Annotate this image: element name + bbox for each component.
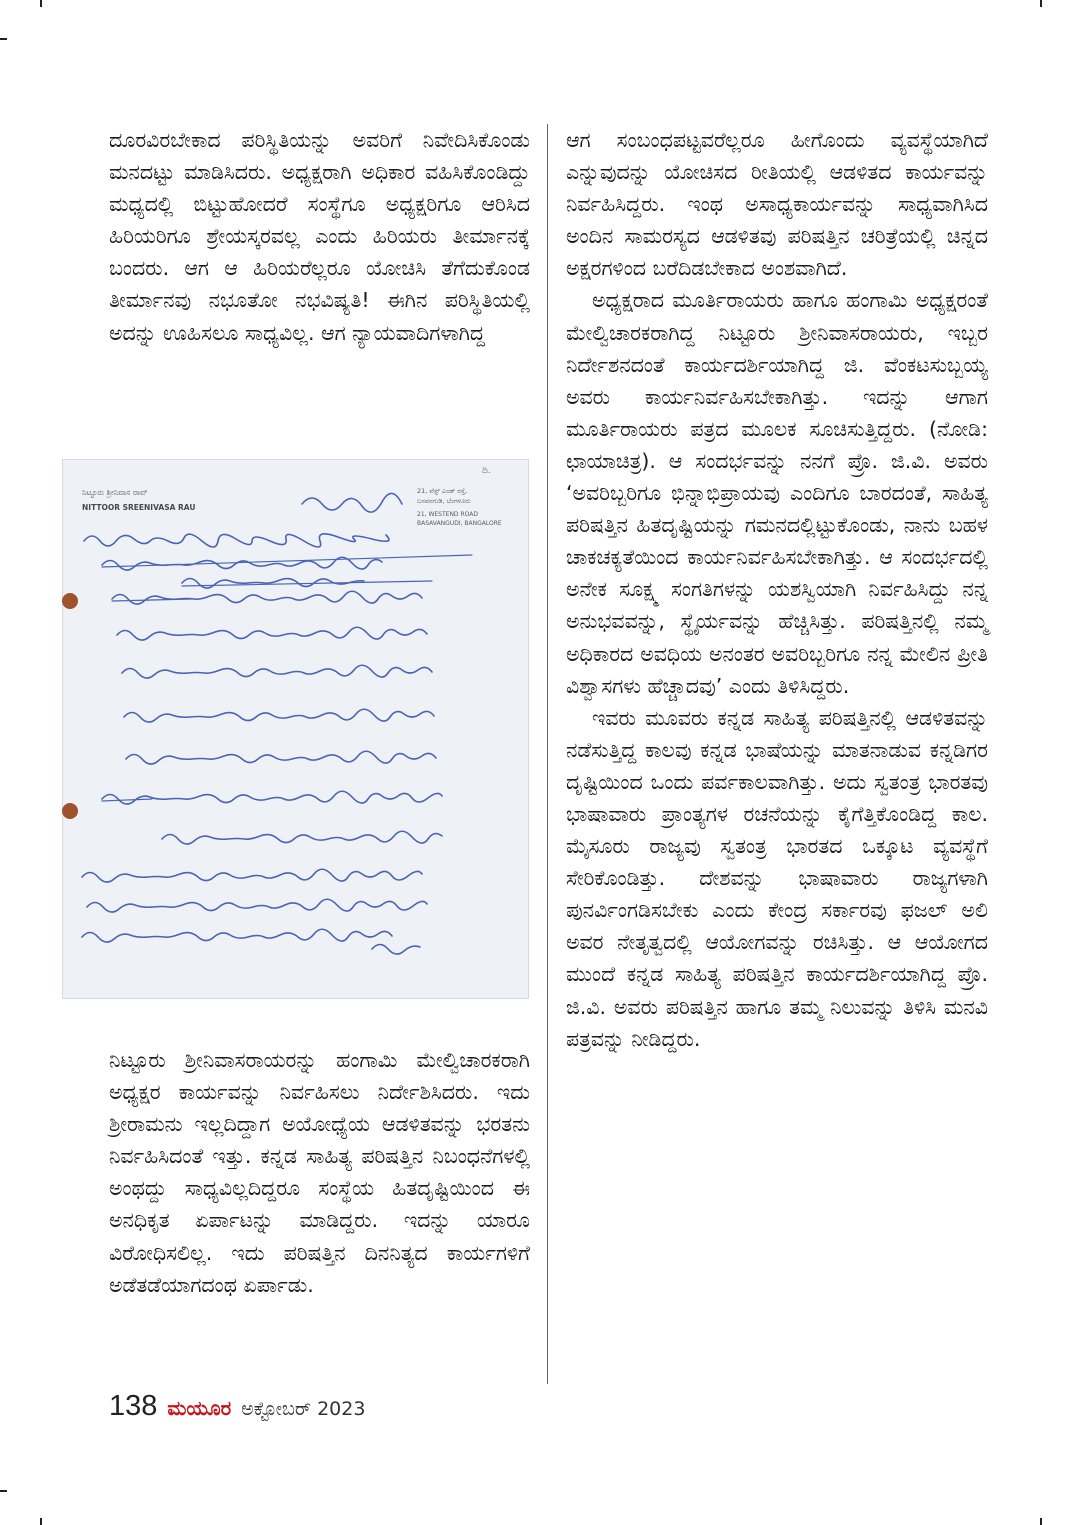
article-column-left-bottom xyxy=(109,1044,530,1301)
paragraph: ಇವರು ಮೂವರು ಕನ್ನಡ ಸಾಹಿತ್ಯ ಪರಿಷತ್ತಿನಲ್ಲಿ ಆಡಳಿತವನ್ನು ನಡೆಸುತ್ತಿದ್ದ ಕಾಲವು ಕನ್ನಡ ಭಾಷೆಯನ್ನು ಮಾತನಾಡುವ ಕನ್ನಡಿಗರ ದೃಷ್ಟಿಯಿಂದ ಒಂದು ಪರ್ವಕಾಲವಾಗಿತ್ತು. ಅದು ಸ್ವತಂತ್ರ ಭಾರತವು ಭಾಷಾವಾರು ಪ್ರಾಂತ್ಯಗಳ ರಚನೆಯನ್ನು ಕೈಗೆತ್ತಿಕೊಂಡಿದ್ದ ಕಾಲ. ಮೈಸೂರು ರಾಜ್ಯವು ಸ್ವತಂತ್ರ ಭಾರತದ ಒಕ್ಕೂಟ ವ್ಯವಸ್ಥೆಗೆ ಸೇರಿಕೊಂಡಿತ್ತು. ದೇಶವನ್ನು ಭಾಷಾವಾರು ರಾಜ್ಯಗಳಾಗಿ ಪುನರ್ವಿಂಗಡಿಸಬೇಕು ಎಂದು ಕೇಂದ್ರ ಸರ್ಕಾರವು ಫಜಲ್ ಅಲಿ ಅವರ ನೇತೃತ್ವದಲ್ಲಿ ಆಯೋಗವನ್ನು ರಚಿಸಿತ್ತು. ಆ ಆಯೋಗದ ಮುಂದೆ ಕನ್ನಡ ಸಾಹಿತ್ಯ ಪರಿಷತ್ತಿನ ಕಾರ್ಯದರ್ಶಿಯಾಗಿದ್ದ ಪ್ರೊ. ಜಿ.ವಿ. ಅವರು ಪರಿಷತ್ತಿನ ಹಾಗೂ ತಮ್ಮ ನಿಲುವನ್ನು ತಿಳಿಸಿ ಮನವಿ ಪತ್ರವನ್ನು ನೀಡಿದ್ದರು. xyxy=(566,705,988,1051)
crop-mark xyxy=(1040,0,1042,7)
page-number: 138 xyxy=(109,1390,158,1422)
svg-text:ದಿ.: ದಿ. xyxy=(482,466,491,476)
letterhead-address: BASAVANGUDI, BANGALORE xyxy=(417,520,502,527)
page-footer xyxy=(109,1390,365,1430)
letterhead-kannada: ನಿಟ್ಟೂರು ಶ್ರೀನಿವಾಸ ರಾವ್ xyxy=(82,488,148,497)
letter-image xyxy=(62,459,529,999)
crop-mark xyxy=(0,38,7,40)
letterhead-address: 21, ವೆಸ್ಟ್ ಎಂಡ್ ರಸ್ತೆ, xyxy=(417,487,468,495)
paragraph: ನಿಟ್ಟೂರು ಶ್ರೀನಿವಾಸರಾಯರನ್ನು ಹಂಗಾಮಿ ಮೇಲ್ವಿಚಾರಕರಾಗಿ ಅಧ್ಯಕ್ಷರ ಕಾರ್ಯವನ್ನು ನಿರ್ವಹಿಸಲು ನಿರ್ದೇಶಿಸಿದರು. ಇದು ಶ್ರೀರಾಮನು ಇಲ್ಲದಿದ್ದಾಗ ಅಯೋಧ್ಯೆಯ ಆಡಳಿತವನ್ನು ಭರತನು ನಿರ್ವಹಿಸಿದಂತೆ ಇತ್ತು. ಕನ್ನಡ ಸಾಹಿತ್ಯ ಪರಿಷತ್ತಿನ ನಿಬಂಧನೆಗಳಲ್ಲಿ ಅಂಥದ್ದು ಸಾಧ್ಯವಿಲ್ಲದಿದ್ದರೂ ಸಂಸ್ಥೆಯ ಹಿತದೃಷ್ಟಿಯಿಂದ ಈ ಅನಧಿಕೃತ ಏರ್ಪಾಟನ್ನು ಮಾಡಿದ್ದರು. ಇದನ್ನು ಯಾರೂ ವಿರೋಧಿಸಲಿಲ್ಲ. ಇದು ಪರಿಷತ್ತಿನ ದಿನನಿತ್ಯದ ಕಾರ್ಯಗಳಿಗೆ ಅಡೆತಡೆಯಾಗದಂಥ ಏರ್ಪಾಡು. xyxy=(109,1048,530,1297)
column-divider xyxy=(547,124,548,1384)
paragraph: ಅಧ್ಯಕ್ಷರಾದ ಮೂರ್ತಿರಾಯರು ಹಾಗೂ ಹಂಗಾಮಿ ಅಧ್ಯಕ್ಷರಂತೆ ಮೇಲ್ವಿಚಾರಕರಾಗಿದ್ದ ನಿಟ್ಟೂರು ಶ್ರೀನಿವಾಸರಾಯರು, ಇಬ್ಬರ ನಿರ್ದೇಶನದಂತೆ ಕಾರ್ಯದರ್ಶಿಯಾಗಿದ್ದ ಜಿ. ವೆಂಕಟಸುಬ್ಬಯ್ಯ ಅವರು ಕಾರ್ಯನಿರ್ವಹಿಸಬೇಕಾಗಿತ್ತು. ಇದನ್ನು ಆಗಾಗ ಮೂರ್ತಿರಾಯರು ಪತ್ರದ ಮೂಲಕ ಸೂಚಿಸುತ್ತಿದ್ದರು. (ನೋಡಿ: ಛಾಯಾಚಿತ್ರ). ಆ ಸಂದರ್ಭವನ್ನು ನನಗೆ ಪ್ರೊ. ಜಿ.ವಿ. ಅವರು ‘ಅವರಿಬ್ಬರಿಗೂ ಭಿನ್ನಾಭಿಪ್ರಾಯವು ಎಂದಿಗೂ ಬಾರದಂತೆ, ಸಾಹಿತ್ಯ ಪರಿಷತ್ತಿನ ಹಿತದೃಷ್ಟಿಯನ್ನು ಗಮನದಲ್ಲಿಟ್ಟುಕೊಂಡು, ನಾನು ಬಹಳ ಚಾಕಚಕ್ಯತೆಯಿಂದ ಕಾರ್ಯನಿರ್ವಹಿಸಬೇಕಾಗಿತ್ತು. ಆ ಸಂದರ್ಭದಲ್ಲಿ ಅನೇಕ ಸೂಕ್ಷ್ಮ ಸಂಗತಿಗಳನ್ನು ಯಶಸ್ವಿಯಾಗಿ ನಿರ್ವಹಿಸಿದ್ದು ನನ್ನ ಅನುಭವವನ್ನು, ಸ್ಥೈರ್ಯವನ್ನು ಹೆಚ್ಚಿಸಿತ್ತು. ಪರಿಷತ್ತಿನಲ್ಲಿ ನಮ್ಮ ಅಧಿಕಾರದ ಅವಧಿಯ ಅನಂತರ ಅವರಿಬ್ಬರಿಗೂ ನನ್ನ ಮೇಲಿನ ಪ್ರೀತಿ ವಿಶ್ವಾಸಗಳು ಹೆಚ್ಚಾದವು’ ಎಂದು ತಿಳಿಸಿದ್ದರು. xyxy=(566,288,988,698)
magazine-name: ಮಯೂರ xyxy=(167,1396,232,1420)
article-column-left-top xyxy=(109,124,530,349)
handwritten-letter-photo xyxy=(62,459,529,999)
paragraph: ದೂರವಿರಬೇಕಾದ ಪರಿಸ್ಥಿತಿಯನ್ನು ಅವರಿಗೆ ನಿವೇದಿಸಿಕೊಂಡು ಮನದಟ್ಟು ಮಾಡಿಸಿದರು. ಅಧ್ಯಕ್ಷರಾಗಿ ಅಧಿಕಾರ ವಹಿಸಿಕೊಂಡಿದ್ದು ಮಧ್ಯದಲ್ಲಿ ಬಿಟ್ಟುಹೋದರೆ ಸಂಸ್ಥೆಗೂ ಅಧ್ಯಕ್ಷರಿಗೂ ಆರಿಸಿದ ಹಿರಿಯರಿಗೂ ಶ್ರೇಯಸ್ಕರವಲ್ಲ ಎಂದು ಹಿರಿಯರು ತೀರ್ಮಾನಕ್ಕೆ ಬಂದರು. ಆಗ ಆ ಹಿರಿಯರೆಲ್ಲರೂ ಯೋಚಿಸಿ ತೆಗೆದುಕೊಂಡ ತೀರ್ಮಾನವು ನಭೂತೋ ನಭವಿಷ್ಯತಿ! ಈಗಿನ ಪರಿಸ್ಥಿತಿಯಲ್ಲಿ ಅದನ್ನು ಊಹಿಸಲೂ ಸಾಧ್ಯವಿಲ್ಲ. ಆಗ ನ್ಯಾಯವಾದಿಗಳಾಗಿದ್ದ xyxy=(109,128,530,345)
article-column-right xyxy=(566,124,988,1055)
crop-mark xyxy=(40,0,42,7)
letterhead-address: 21, WESTEND ROAD xyxy=(417,511,478,518)
crop-mark xyxy=(1040,1518,1042,1525)
punch-hole xyxy=(62,593,78,609)
crop-mark xyxy=(0,1490,7,1492)
letterhead-name: NITTOOR SREENIVASA RAU xyxy=(82,503,196,512)
crop-mark xyxy=(40,1518,42,1525)
punch-hole xyxy=(62,803,78,819)
issue-date: ಅಕ್ಟೋಬರ್ 2023 xyxy=(241,1398,366,1420)
letterhead-address: ಬಸವನಗುಡಿ, ಬೆಂಗಳೂರು xyxy=(417,497,471,505)
paragraph: ಆಗ ಸಂಬಂಧಪಟ್ಟವರೆಲ್ಲರೂ ಹೀಗೊಂದು ವ್ಯವಸ್ಥೆಯಾಗಿದೆ ಎನ್ನುವುದನ್ನು ಯೋಚಿಸದ ರೀತಿಯಲ್ಲಿ ಆಡಳಿತದ ಕಾರ್ಯವನ್ನು ನಿರ್ವಹಿಸಿದ್ದರು. ಇಂಥ ಅಸಾಧ್ಯಕಾರ್ಯವನ್ನು ಸಾಧ್ಯವಾಗಿಸಿದ ಅಂದಿನ ಸಾಮರಸ್ಯದ ಆಡಳಿತವು ಪರಿಷತ್ತಿನ ಚರಿತ್ರೆಯಲ್ಲಿ ಚಿನ್ನದ ಅಕ್ಷರಗಳಿಂದ ಬರೆದಿಡಬೇಕಾದ ಅಂಶವಾಗಿದೆ. xyxy=(566,128,988,281)
